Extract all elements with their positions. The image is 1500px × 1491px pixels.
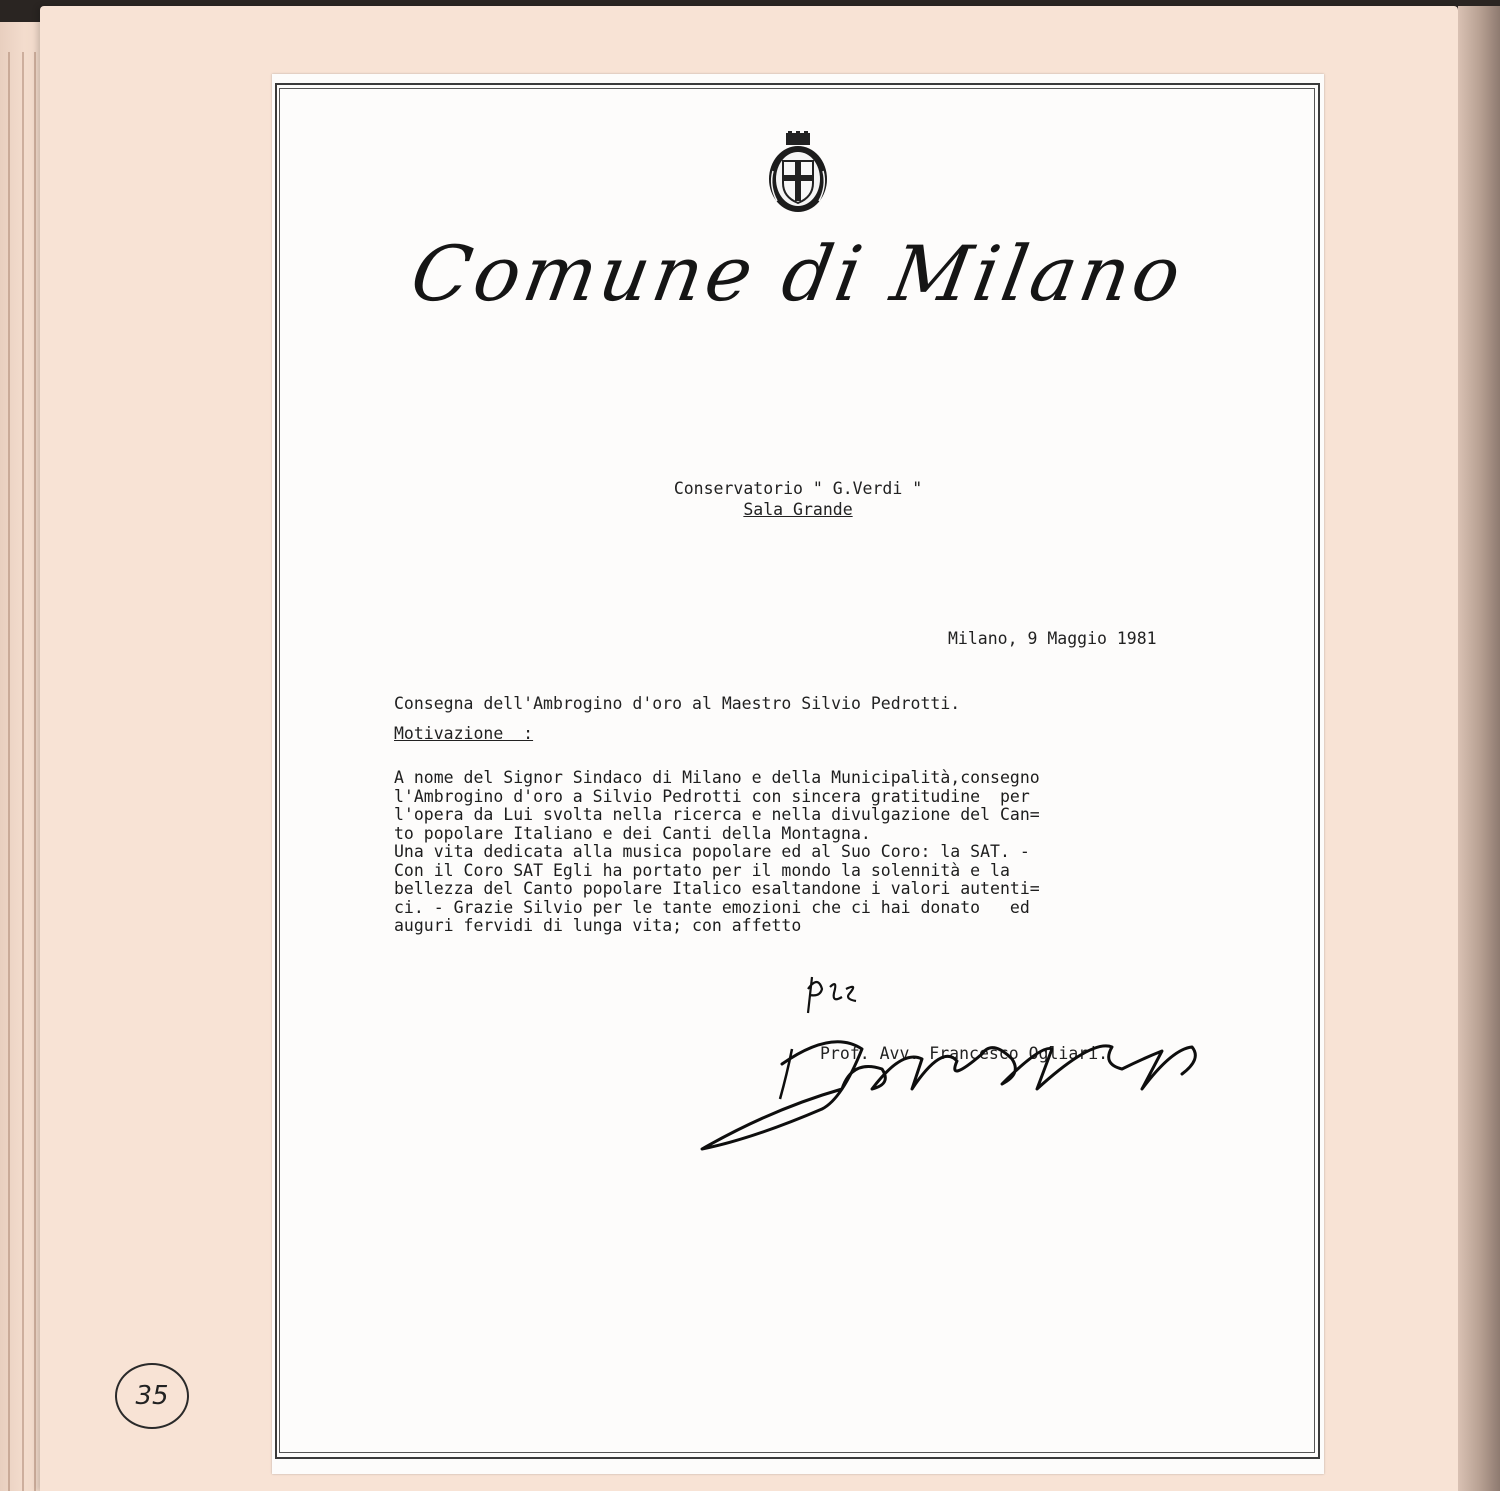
signer-name: Prof. Avv. Francesco Ogliari. [820, 1044, 1109, 1063]
body-line: Con il Coro SAT Egli ha portato per il mondo la solennità e la [394, 860, 1010, 880]
page-number-circled: 35 [115, 1363, 189, 1429]
body-line: bellezza del Canto popolare Italico esaltandone i valori autenti= [394, 879, 1040, 898]
body-line: auguri fervidi di lunga vita; con affetto [394, 916, 802, 935]
body-line: ci. - Grazie Silvio per le tante emozioni che ci hai donato ed [394, 897, 1030, 917]
body-line: to popolare Italiano e dei Canti della Montagna. [394, 823, 871, 843]
body-line: l'opera da Lui svolta nella ricerca e nella divulgazione del Can= [394, 805, 1040, 824]
letter-subject: Consegna dell'Ambrogino d'oro al Maestro Silvio Pedrotti. [394, 694, 961, 713]
album-spine [1458, 6, 1500, 1491]
letter-body [394, 769, 1214, 936]
body-line: Una vita dedicata alla musica popolare ed al Suo Coro: la SAT. - [394, 842, 1030, 861]
letter-date: Milano, 9 Maggio 1981 [948, 629, 1157, 648]
page-edge-line [34, 52, 36, 1491]
venue-hall: Sala Grande [743, 500, 853, 519]
motivation-label: Motivazione : [394, 724, 534, 743]
letter-document [272, 74, 1324, 1474]
venue-name: Conservatorio " G.Verdi " [673, 479, 923, 498]
venue-block [272, 478, 1324, 520]
album-page [40, 6, 1458, 1491]
body-line: A nome del Signor Sindaco di Milano e della Municipalità,consegno [394, 768, 1040, 787]
handwritten-signature [692, 989, 1212, 1164]
page-edge-line [22, 52, 24, 1491]
letterhead-title: Comune di Milano [404, 229, 1192, 318]
coat-of-arms-icon [767, 131, 829, 216]
body-line: l'Ambrogino d'oro a Silvio Pedrotti con sincera gratitudine per [394, 786, 1030, 806]
page-edge-line [8, 52, 10, 1491]
